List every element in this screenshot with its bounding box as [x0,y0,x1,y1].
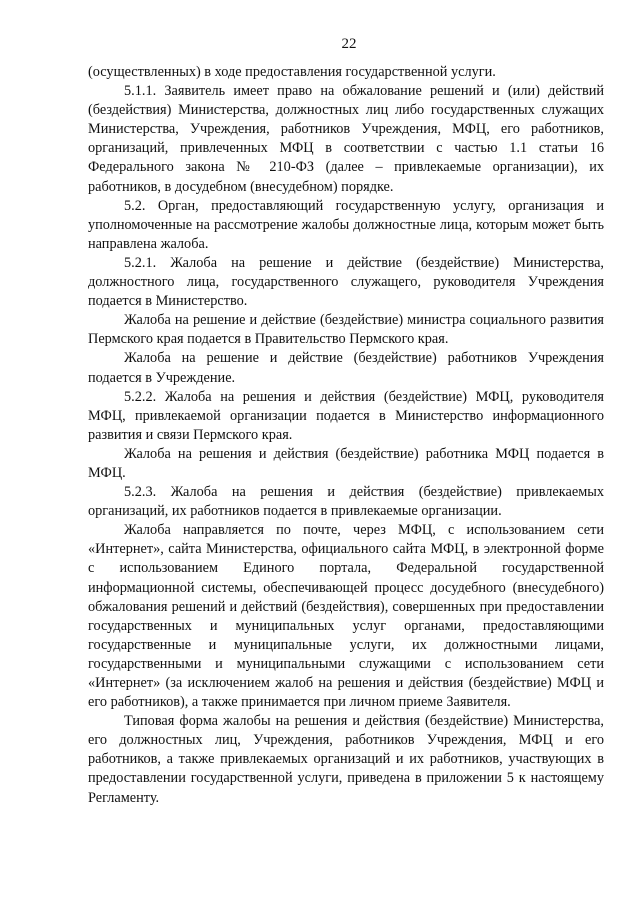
paragraph-complaint-minister: Жалоба на решение и действие (бездействие) министра социального развития Пермского края подается в Правительство Пермского края. [88,312,604,348]
page-number: 22 [341,36,357,52]
paragraph-5-2-2: 5.2.2. Жалоба на решения и действия (бездействие) МФЦ, руководителя МФЦ, привлекаемой организации подается в Министерство информационного развития и связи Пермского края. [88,388,604,443]
paragraph-complaint-institution-staff: Жалоба на решение и действие (бездействие) работников Учреждения подается в Учреждение. [88,350,604,386]
paragraph-5-2-1: 5.2.1. Жалоба на решение и действие (бездействие) Министерства, должностного лица, государственного служащего, руководителя Учреждения подается в Министерство. [88,254,604,310]
paragraph-submission-methods: Жалоба направляется по почте, через МФЦ, с использованием сети «Интернет», сайта Министерства, официального сайта МФЦ, в электронной форме с использованием Единого портала, Федеральной государственной информационной системы, обеспечивающей процесс досудебного (внесудебного) обжалования решений и действий (бездействия), совершенных при предоставлении государственных и муниципальных услуг органами, предоставляющими государственные и муниципальные услуги, их должностными лицами, государственными и муниципальными служащими с использованием сети «Интернет» (за исключением жалоб на решения и действия (бездействие) МФЦ и его работников), а также принимается при личном приеме Заявителя. [88,522,604,711]
paragraph-typical-form: Типовая форма жалобы на решения и действия (бездействие) Министерства, его должностных лиц, Учреждения, работников Учреждения, МФЦ и его работников, а также привлекаемых организаций и их работников, участвующих в предоставлении государственной услуги, приведена в приложении 5 к настоящему Регламенту. [88,713,604,806]
paragraph-5-2-3: 5.2.3. Жалоба на решения и действия (бездействие) привлекаемых организаций, их работников подается в привлекаемые организации. [88,484,604,520]
paragraph-5-1-1: 5.1.1. Заявитель имеет право на обжалование решений и (или) действий (бездействия) Министерства, должностных лиц либо государственных служащих Министерства, Учреждения, работников Учреждения, МФЦ, его работников, организаций, привлеченных МФЦ в соответствии с частью 1.1 статьи 16 Федерального закона № 210-ФЗ (далее – привлекаемые организации), их работников, в досудебном (внесудебном) порядке. [88,83,604,195]
paragraph-complaint-mfc-worker: Жалоба на решения и действия (бездействие) работника МФЦ подается в МФЦ. [88,445,604,481]
paragraph-5-2: 5.2. Орган, предоставляющий государственную услугу, организация и уполномоченные на рассмотрение жалобы должностные лица, которым может быть направлена жалоба. [88,197,604,252]
paragraph-continuation: (осуществленных) в ходе предоставления государственной услуги. [88,64,496,80]
